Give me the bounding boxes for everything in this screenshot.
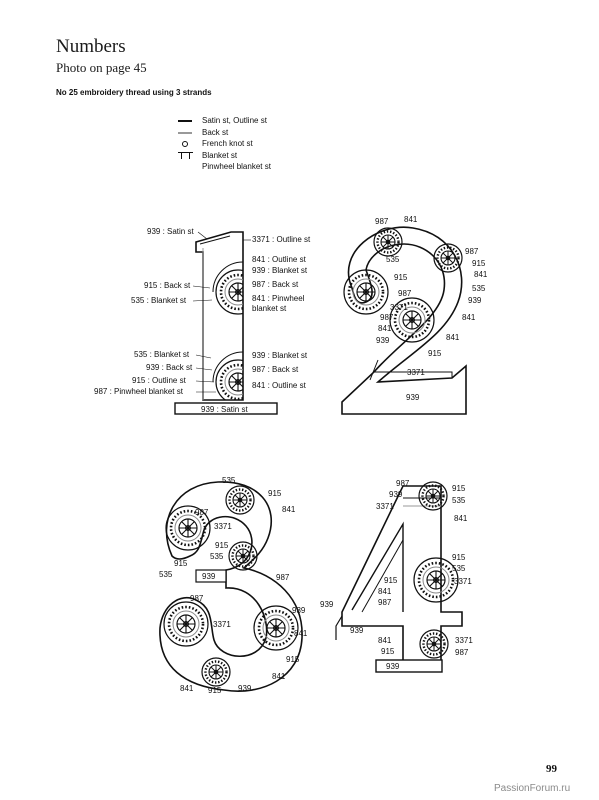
label-2d: 535 xyxy=(386,255,400,264)
label-1g: 535 : Blanket st xyxy=(131,296,187,305)
label-3i: 939 xyxy=(202,572,216,581)
number-three xyxy=(160,482,302,691)
label-3k: 535 xyxy=(159,570,173,579)
number-four xyxy=(336,482,462,672)
label-1d: 939 : Blanket st xyxy=(252,266,308,275)
label-2j: 939 xyxy=(468,296,482,305)
label-2q: 3371 xyxy=(407,368,425,377)
legend-label: Back st xyxy=(202,127,229,137)
label-2i: 535 xyxy=(472,284,486,293)
label-4m: 987 xyxy=(378,598,392,607)
label-2n: 939 xyxy=(376,336,390,345)
label-3a: 535 xyxy=(222,476,236,485)
label-1j: 939 : Blanket st xyxy=(252,351,308,360)
label-4d: 535 xyxy=(452,496,466,505)
label-3c: 987 xyxy=(195,508,209,517)
label-3l: 987 xyxy=(190,594,204,603)
label-2h: 987 xyxy=(398,289,412,298)
label-3t: 939 xyxy=(238,684,252,693)
label-4f: 841 xyxy=(454,514,468,523)
label-3f: 915 xyxy=(215,541,229,550)
label-3n: 3371 xyxy=(213,620,231,629)
label-1m: 915 : Outline st xyxy=(132,376,186,385)
label-2m: 841 xyxy=(378,324,392,333)
label-1h: 841 : Pinwheel xyxy=(252,294,305,303)
label-4e: 3371 xyxy=(376,502,394,511)
label-3p: 915 xyxy=(286,655,300,664)
label-2f: 915 xyxy=(472,259,486,268)
label-2r: 939 xyxy=(406,393,420,402)
label-2p: 915 xyxy=(428,349,442,358)
label-3q: 841 xyxy=(272,672,286,681)
label-2b: 841 xyxy=(404,215,418,224)
thread-note: No 25 embroidery thread using 3 strands xyxy=(56,88,212,97)
label-2e: 915 xyxy=(394,273,408,282)
label-3o: 841 xyxy=(294,629,308,638)
label-3h: 535 xyxy=(210,552,224,561)
label-3r: 841 xyxy=(180,684,194,693)
label-4c: 939 xyxy=(389,490,403,499)
label-1a: 939 : Satin st xyxy=(147,227,194,236)
label-3b: 915 xyxy=(268,489,282,498)
label-1o: 841 : Outline st xyxy=(252,381,306,390)
label-3g: 915 xyxy=(174,559,188,568)
label-4i: 915 xyxy=(384,576,398,585)
label-1f: 987 : Back st xyxy=(252,280,299,289)
label-4j: 3371 xyxy=(454,577,472,586)
label-3m: 939 xyxy=(292,606,306,615)
page-subtitle: Photo on page 45 xyxy=(56,60,147,75)
label-3j: 987 xyxy=(276,573,290,582)
label-4k: 841 xyxy=(378,587,392,596)
label-4q: 915 xyxy=(381,647,395,656)
label-1k: 939 : Back st xyxy=(146,363,193,372)
label-4o: 841 xyxy=(378,636,392,645)
page-title: Numbers xyxy=(56,36,126,57)
label-1n: 987 : Pinwheel blanket st xyxy=(94,387,183,396)
label-2g: 841 xyxy=(474,270,488,279)
legend-label: Pinwheel blanket st xyxy=(202,162,271,172)
label-2k: 3371 xyxy=(390,303,408,312)
label-4h: 535 xyxy=(452,564,466,573)
label-1b: 3371 : Outline st xyxy=(252,235,311,244)
label-4b: 915 xyxy=(452,484,466,493)
label-2l: 987 xyxy=(380,313,394,322)
label-1e: 915 : Back st xyxy=(144,281,191,290)
label-4r: 987 xyxy=(455,648,469,657)
watermark: PassionForum.ru xyxy=(494,783,571,794)
label-4p: 3371 xyxy=(455,636,473,645)
legend-label: Satin st, Outline st xyxy=(202,116,267,126)
label-1p: 939 : Satin st xyxy=(201,405,248,414)
label-2o: 841 xyxy=(446,333,460,342)
number-two xyxy=(342,227,466,414)
legend-label: Blanket st xyxy=(202,150,238,160)
label-3d: 841 xyxy=(282,505,296,514)
label-3s: 915 xyxy=(208,686,222,695)
label-4n: 939 xyxy=(350,626,364,635)
legend-label: French knot st xyxy=(202,139,253,149)
label-2a: 987 xyxy=(375,217,389,226)
label-3e: 3371 xyxy=(214,522,232,531)
label-4a: 987 xyxy=(396,479,410,488)
label-1l: 987 : Back st xyxy=(252,365,299,374)
label-2c: 987 xyxy=(465,247,479,256)
page-number: 99 xyxy=(546,763,557,775)
label-4l: 939 xyxy=(320,600,334,609)
label-1c: 841 : Outline st xyxy=(252,255,306,264)
label-1h2: blanket st xyxy=(252,304,287,313)
label-2o1: 841 xyxy=(462,313,476,322)
label-4g: 915 xyxy=(452,553,466,562)
label-1i: 535 : Blanket st xyxy=(134,350,190,359)
label-4s: 939 xyxy=(386,662,400,671)
